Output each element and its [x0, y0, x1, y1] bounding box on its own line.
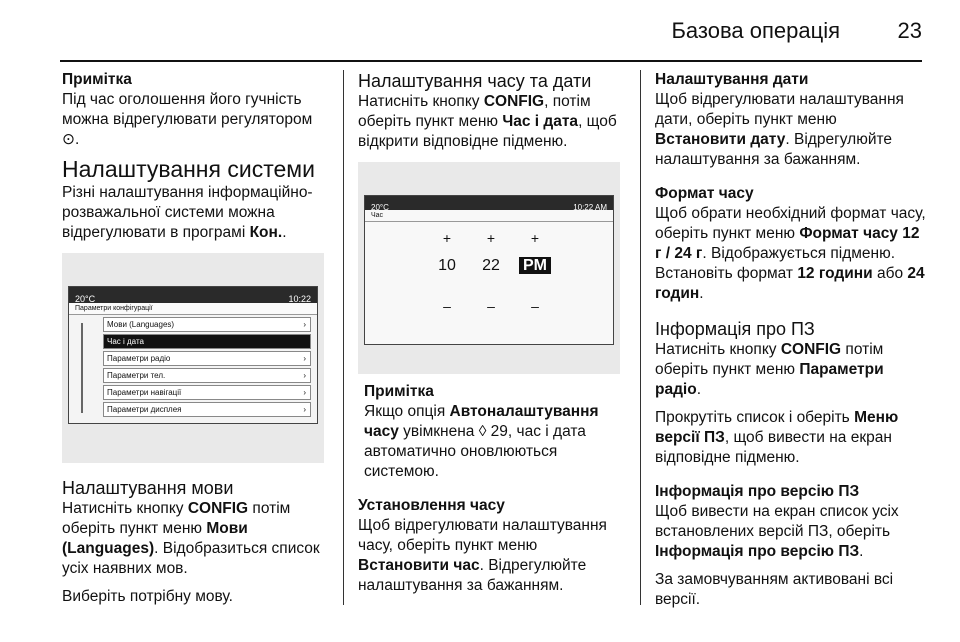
chevron-right-icon: ›: [303, 320, 306, 329]
screen-temp: 20°C: [371, 203, 389, 212]
config-screen: [68, 286, 318, 424]
screen-time: 10:22: [288, 294, 311, 304]
format-paragraph: Щоб обрати необхідний формат часу, оберіть пункт меню Формат часу 12 г / 24 г. Відображується підменю. Встановіть формат 12 години або 24 годин.: [655, 205, 926, 302]
minus-icon[interactable]: –: [531, 298, 539, 314]
ampm-value: PM: [519, 257, 551, 274]
minute-control: [471, 228, 511, 316]
plus-icon[interactable]: +: [530, 230, 540, 246]
column-3: [655, 70, 927, 610]
note-text: Якщо опція Автоналаштування часу увімкнена ◊ 29, час і дата автоматично оновлюються системою.: [364, 403, 599, 480]
language-paragraph: Натисніть кнопку CONFIG потім оберіть пункт меню Мови (Languages). Відобразиться список усіх наявних мов.: [62, 500, 320, 577]
system-paragraph: Різні налаштування інформаційно-розважальної системи можна відрегулювати в програмі Кон..: [62, 184, 313, 241]
set-time-paragraph: Щоб відрегулювати налаштування часу, оберіть пункт меню Встановити час. Відрегулюйте налаштування за бажанням.: [358, 517, 607, 594]
heading-language: Налаштування мови: [62, 478, 234, 498]
language-paragraph-2: Виберіть потрібну мову.: [62, 588, 233, 605]
chevron-right-icon: ›: [303, 388, 306, 397]
screen-title: Час: [365, 210, 613, 222]
plus-icon[interactable]: +: [486, 230, 496, 246]
menu-item[interactable]: Параметри навігації ›: [103, 385, 311, 400]
subheading-version-info: Інформація про версію ПЗ: [655, 483, 860, 500]
heading-time-date: Налаштування часу та дати: [358, 71, 592, 91]
date-paragraph: Щоб відрегулювати налаштування дати, оберіть пункт меню Встановити дату. Відрегулюйте налаштування за бажанням.: [655, 91, 904, 168]
version-paragraph: Щоб вивести на екран список усіх встановлених версій ПЗ, оберіть Інформація про версію ПЗ.: [655, 503, 899, 560]
header-rule: [60, 60, 922, 62]
ampm-control: [515, 228, 555, 316]
note-title: Примітка: [62, 71, 132, 88]
menu-item[interactable]: Параметри радіо ›: [103, 351, 311, 366]
time-paragraph: Натисніть кнопку CONFIG, потім оберіть пункт меню Час і дата, щоб відкрити відповідне підменю.: [358, 93, 617, 150]
chevron-right-icon: ›: [303, 354, 306, 363]
screen-scrollbar: [81, 323, 85, 413]
page-number: 23: [897, 18, 922, 43]
hour-control: [427, 228, 467, 316]
screen-status-bar: [69, 287, 317, 303]
subheading-date: Налаштування дати: [655, 71, 809, 88]
plus-icon[interactable]: +: [442, 230, 452, 246]
minute-value: 22: [482, 257, 500, 274]
menu-item[interactable]: Параметри дисплея ›: [103, 402, 311, 417]
chevron-right-icon: ›: [303, 371, 306, 380]
screen-status-bar: [365, 196, 613, 210]
time-screen-image: [358, 162, 620, 374]
hour-value: 10: [438, 257, 456, 274]
column-1: [62, 70, 332, 607]
heading-system-settings: Налаштування системи: [62, 156, 315, 182]
minus-icon[interactable]: –: [487, 298, 495, 314]
note-title: Примітка: [364, 383, 434, 400]
chevron-right-icon: ›: [303, 405, 306, 414]
column-divider-1: [343, 70, 344, 605]
heading-software-info: Інформація про ПЗ: [655, 319, 815, 339]
menu-item[interactable]: Мови (Languages) ›: [103, 317, 311, 332]
screen-time: 10:22 AM: [573, 203, 607, 212]
subheading-set-time: Установлення часу: [358, 497, 505, 514]
menu-item-selected[interactable]: Час і дата: [103, 334, 311, 349]
version-paragraph-2: За замовчуванням активовані всі версії.: [655, 571, 894, 608]
note-text: Під час оголошення його гучність можна відрегулювати регулятором ⊙.: [62, 91, 313, 148]
page-header: [0, 0, 960, 64]
screen-title: Параметри конфігурації: [69, 303, 317, 315]
header-title: Базова операція: [671, 18, 840, 43]
minus-icon[interactable]: –: [443, 298, 451, 314]
time-screen: [364, 195, 614, 345]
menu-item[interactable]: Параметри тел. ›: [103, 368, 311, 383]
config-screen-image: [62, 253, 324, 463]
config-menu: [103, 317, 311, 419]
note-box: [364, 382, 630, 482]
column-divider-2: [640, 70, 641, 605]
screen-temp: 20°C: [75, 294, 96, 304]
software-paragraph-2: Прокрутіть список і оберіть Меню версії ПЗ, щоб вивести на екран відповідне підменю.: [655, 409, 899, 466]
software-paragraph: Натисніть кнопку CONFIG потім оберіть пункт меню Параметри радіо.: [655, 341, 884, 398]
subheading-time-format: Формат часу: [655, 185, 754, 202]
column-2: [358, 70, 630, 596]
